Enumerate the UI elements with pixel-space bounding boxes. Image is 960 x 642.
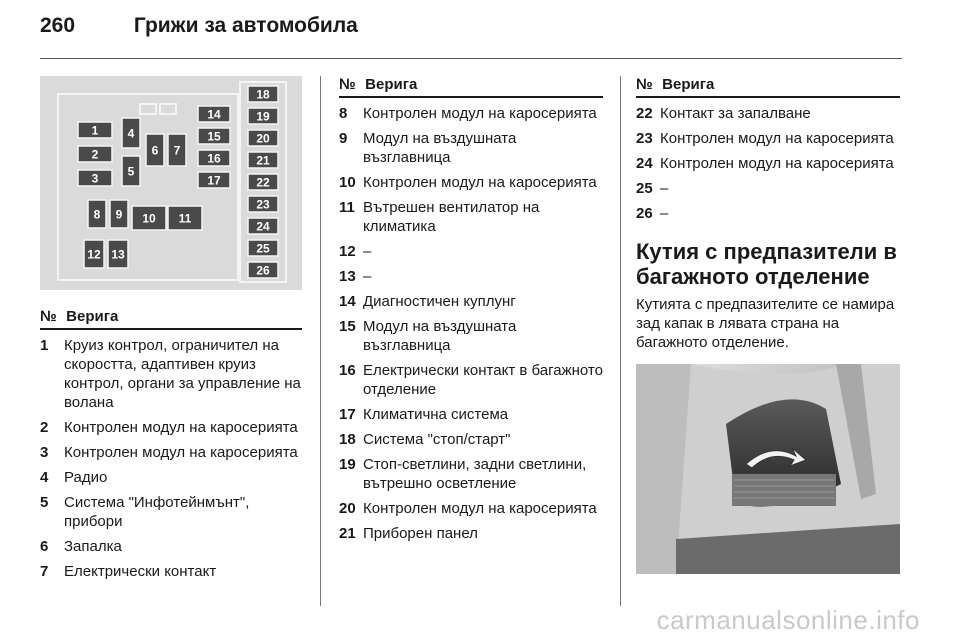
fuse-slot [198, 128, 230, 144]
table-row [40, 537, 302, 556]
fuse-circuit: Електрически контакт [64, 563, 217, 580]
fuse-circuit: Контролен модул на каросерията [660, 130, 894, 147]
fuse-number: 20 [339, 500, 356, 517]
table-header [40, 308, 302, 330]
fuse-label: 18 [256, 87, 270, 102]
fuse-label: 16 [207, 151, 221, 166]
fuse-number: 17 [339, 406, 356, 423]
table-row [40, 443, 302, 462]
fuse-number: 25 [636, 180, 653, 197]
header-circuit: Верига [365, 76, 418, 93]
header-rule [40, 58, 902, 59]
fuse-slot [78, 170, 112, 186]
table-row [339, 430, 603, 449]
fuse-circuit: – [363, 243, 372, 260]
table-row [339, 129, 603, 167]
fuse-slot [248, 196, 278, 212]
fuse-label: 3 [91, 171, 99, 186]
fuse-number: 14 [339, 293, 356, 310]
fuse-circuit: – [660, 205, 669, 222]
table-row [339, 242, 603, 261]
header-num: № [636, 76, 653, 93]
fuse-circuit: – [363, 268, 372, 285]
table-row [339, 405, 603, 424]
table-row [339, 267, 603, 286]
fuse-label: 13 [111, 247, 125, 262]
fuse-label: 21 [256, 153, 270, 168]
fuse-number: 18 [339, 431, 356, 448]
fuse-slot [78, 122, 112, 138]
table-row [636, 154, 900, 173]
table-row [40, 493, 302, 531]
column-3 [636, 76, 900, 574]
fuse-box-diagram [40, 76, 302, 290]
table-row [339, 524, 603, 543]
fuse-circuit: Контролен модул на каросерията [363, 174, 597, 191]
fuse-slot [78, 146, 112, 162]
fuse-slot [198, 172, 230, 188]
table-row [40, 562, 302, 581]
fuse-slot [146, 134, 164, 166]
fuse-label: 15 [207, 129, 221, 144]
fuse-slot [168, 134, 186, 166]
header-circuit: Верига [66, 308, 119, 325]
table-row [339, 173, 603, 192]
fuse-label: 1 [91, 123, 99, 138]
fuse-circuit: Диагностичен куплунг [363, 293, 516, 310]
fuse-number: 22 [636, 105, 653, 122]
table-row [40, 418, 302, 437]
fuse-slot [248, 174, 278, 190]
table-row [339, 317, 603, 355]
fuse-number: 23 [636, 130, 653, 147]
fuse-label: 5 [127, 164, 135, 179]
fuse-number: 16 [339, 362, 356, 379]
fuse-circuit: Модул на въздушната възглавница [363, 130, 517, 166]
fuse-number: 24 [636, 155, 653, 172]
fuse-label: 26 [256, 263, 270, 278]
table-row [339, 499, 603, 518]
table-row [636, 179, 900, 198]
fuse-number: 6 [40, 538, 49, 555]
fuse-label: 17 [207, 173, 221, 188]
fuse-label: 20 [256, 131, 270, 146]
fuse-slot [122, 156, 140, 186]
trunk-fuse-cover-photo [636, 364, 900, 574]
header-num: № [40, 308, 57, 325]
fuse-circuit: Електрически контакт в багажното отделение [363, 362, 603, 398]
column-1 [40, 76, 302, 587]
fuse-number: 9 [339, 130, 348, 147]
table-header [339, 76, 603, 98]
fuse-slot [110, 200, 128, 228]
page-number: 260 [40, 14, 76, 37]
fuse-circuit: Контролен модул на каросерията [64, 444, 298, 461]
section-heading: Кутия с предпазители в багажното отделение [636, 239, 897, 289]
fuse-circuit: Стоп-светлини, задни светлини, вътрешно осветление [363, 456, 587, 492]
fuse-circuit: Контролен модул на каросерията [64, 419, 298, 436]
fuse-slot [132, 206, 166, 230]
table-row [339, 104, 603, 123]
fuse-circuit: Запалка [64, 538, 122, 555]
fuse-slot [248, 218, 278, 234]
page-title: Грижи за автомобила [133, 14, 358, 37]
fuse-slot [248, 108, 278, 124]
fuse-slot [248, 130, 278, 146]
fuse-slot [248, 152, 278, 168]
fuse-slot [248, 262, 278, 278]
fuse-slot [122, 118, 140, 148]
fuse-label: 23 [256, 197, 270, 212]
table-row [339, 198, 603, 236]
watermark: carmanualsonline.info [656, 605, 920, 635]
column-divider [320, 76, 321, 606]
fuse-number: 4 [40, 469, 49, 486]
fuse-label: 2 [91, 147, 99, 162]
fuse-label: 9 [115, 207, 123, 222]
table-row [339, 361, 603, 399]
fuse-slot [248, 86, 278, 102]
fuse-number: 8 [339, 105, 348, 122]
fuse-slot [198, 106, 230, 122]
fuse-label: 19 [256, 109, 270, 124]
fuse-table-2 [339, 104, 603, 543]
fuse-circuit: Контролен модул на каросерията [660, 155, 894, 172]
fuse-slot [88, 200, 106, 228]
fuse-circuit: Контролен модул на каросерията [363, 105, 597, 122]
table-row [636, 204, 900, 223]
table-row [339, 455, 603, 493]
fuse-circuit: Радио [64, 469, 108, 486]
header-circuit: Верига [662, 76, 715, 93]
fuse-label: 8 [93, 207, 101, 222]
fuse-number: 19 [339, 456, 356, 473]
table-row [339, 292, 603, 311]
fuse-label: 10 [142, 211, 156, 226]
fuse-number: 10 [339, 174, 356, 191]
section-paragraph: Кутията с предпазителите се намира зад капак в лявата страна на багажното отделение. [636, 296, 895, 351]
fuse-slot [84, 240, 104, 268]
fuse-circuit: Система "Инфотейнмънт", прибори [64, 494, 250, 530]
fuse-circuit: Климатична система [363, 406, 509, 423]
fuse-slot [198, 150, 230, 166]
fuse-slot [248, 240, 278, 256]
fuse-slot [168, 206, 202, 230]
fuse-number: 26 [636, 205, 653, 222]
fuse-number: 2 [40, 419, 49, 436]
fuse-circuit: – [660, 180, 669, 197]
fuse-number: 15 [339, 318, 356, 335]
fuse-circuit: Модул на въздушната възглавница [363, 318, 517, 354]
column-2 [339, 76, 603, 549]
fuse-circuit: Система "стоп/старт" [363, 431, 511, 448]
header-num: № [339, 76, 356, 93]
fuse-label: 12 [87, 247, 101, 262]
fuse-label: 25 [256, 241, 270, 256]
column-divider [620, 76, 621, 606]
fuse-number: 21 [339, 525, 356, 542]
fuse-circuit: Контролен модул на каросерията [363, 500, 597, 517]
fuse-table-1 [40, 336, 302, 581]
table-row [40, 336, 302, 412]
table-header [636, 76, 900, 98]
fuse-label: 24 [256, 219, 270, 234]
fuse-circuit: Вътрешен вентилатор на климатика [363, 199, 540, 235]
fuse-label: 7 [173, 143, 181, 158]
fuse-number: 5 [40, 494, 49, 511]
fuse-number: 1 [40, 337, 49, 354]
table-row [40, 468, 302, 487]
fuse-circuit: Круиз контрол, ограничител на скоростта, адаптивен круиз контрол, органи за управление на волана [64, 337, 301, 411]
fuse-label: 14 [207, 107, 221, 122]
page-header [40, 14, 358, 38]
fuse-table-3 [636, 104, 900, 223]
fuse-number: 12 [339, 243, 356, 260]
fuse-number: 11 [339, 199, 355, 216]
fuse-slot [108, 240, 128, 268]
fuse-label: 6 [151, 143, 159, 158]
fuse-circuit: Контакт за запалване [660, 105, 811, 122]
fuse-label: 22 [256, 175, 270, 190]
table-row [636, 104, 900, 123]
fuse-number: 7 [40, 563, 49, 580]
fuse-label: 4 [127, 126, 135, 141]
fuse-number: 3 [40, 444, 49, 461]
table-row [636, 129, 900, 148]
fuse-circuit: Приборен панел [363, 525, 478, 542]
fuse-number: 13 [339, 268, 356, 285]
fuse-label: 11 [178, 211, 192, 226]
